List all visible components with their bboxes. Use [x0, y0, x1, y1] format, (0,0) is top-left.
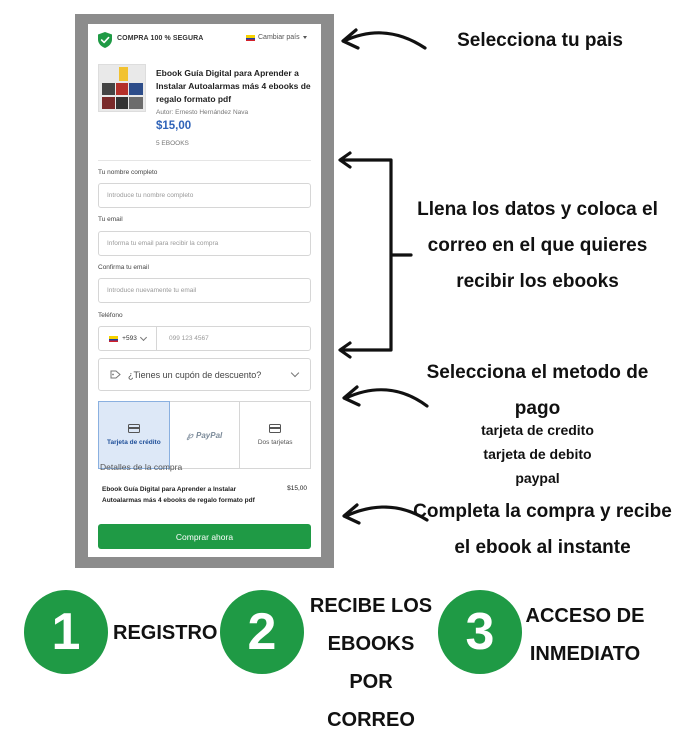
email-label: Tu email	[98, 216, 123, 223]
product-title: Ebook Guía Digital para Aprender a Instalar Autoalarmas más 4 ebooks de regalo formato pdf	[156, 68, 311, 104]
checkout-header	[88, 24, 321, 56]
name-label: Tu nombre completo	[98, 169, 158, 176]
product-quantity: 5 EBOOKS	[156, 140, 189, 147]
payment-methods	[98, 401, 311, 469]
change-country-button[interactable]	[246, 34, 307, 41]
annotation-payment-item: tarjeta de debito	[483, 446, 592, 462]
two-cards-icon	[269, 424, 281, 433]
summary-item-description: Ebook Guía Digital para Aprender a Instalar Autoalarmas más 4 ebooks de regalo formato pdf	[102, 486, 255, 504]
annotation-payment-options	[450, 418, 625, 490]
secure-purchase-label: COMPRA 100 % SEGURA	[117, 35, 204, 42]
payment-option-paypal[interactable]	[170, 401, 241, 469]
step-1-label: REGISTRO	[113, 622, 218, 644]
phone-label: Teléfono	[98, 312, 123, 319]
product-thumbnail	[98, 64, 146, 112]
payment-option-two-cards[interactable]	[240, 401, 311, 469]
paypal-icon: ℘ PayPal	[186, 429, 223, 440]
confirm-email-label: Confirma tu email	[98, 264, 149, 271]
payment-option-credit-card[interactable]	[98, 401, 170, 469]
product-price: $15,00	[156, 120, 192, 132]
summary-item-price: $15,00	[287, 485, 307, 492]
annotation-payment-item: paypal	[515, 470, 560, 486]
coupon-label: ¿Tienes un cupón de descuento?	[128, 370, 262, 380]
tag-icon	[110, 370, 121, 379]
divider	[98, 160, 311, 161]
step-2-badge: 2	[220, 590, 304, 674]
name-input[interactable]	[99, 184, 310, 207]
country-code-value: +593	[122, 335, 137, 342]
email-field-box	[98, 231, 311, 256]
confirm-email-input[interactable]	[99, 279, 310, 302]
annotation-select-country: Selecciona tu pais	[457, 30, 623, 51]
flag-icon	[109, 336, 118, 342]
phone-field-box	[98, 326, 311, 351]
step-3-badge: 3	[438, 590, 522, 674]
step-2-label: RECIBE LOS EBOOKS POR CORREO	[309, 595, 433, 731]
email-input[interactable]	[99, 232, 310, 255]
change-country-label: Cambiar país	[258, 34, 300, 41]
payment-option-label: Tarjeta de crédito	[106, 439, 161, 446]
confirm-email-field-box	[98, 278, 311, 303]
annotation-fill-data: Llena los datos y coloca el correo en el que quieres recibir los ebooks	[417, 199, 658, 292]
step-3-label: ACCESO DE INMEDIATO	[525, 605, 645, 665]
purchase-details-title: Detalles de la compra	[100, 462, 183, 472]
credit-card-icon	[128, 424, 140, 433]
step-1-badge: 1	[24, 590, 108, 674]
payment-option-label: PayPal	[196, 430, 223, 440]
caret-down-icon	[303, 36, 307, 39]
shield-check-icon	[98, 32, 112, 48]
chevron-down-icon	[291, 369, 299, 377]
buy-now-button[interactable]: Comprar ahora	[98, 524, 311, 549]
chevron-down-icon	[140, 333, 147, 340]
bracket-icon	[342, 160, 411, 350]
annotation-complete-purchase: Completa la compra y recibe el ebook al instante	[413, 501, 672, 558]
phone-input[interactable]	[161, 327, 311, 350]
annotation-payment-item: tarjeta de credito	[481, 422, 594, 438]
arrow-left-icon	[346, 390, 427, 406]
arrow-left-icon	[344, 33, 425, 48]
coupon-toggle[interactable]	[98, 358, 311, 391]
name-field-box	[98, 183, 311, 208]
flag-icon	[246, 35, 255, 41]
annotation-payment-method: Selecciona el metodo de pago	[426, 362, 649, 419]
product-summary	[98, 64, 313, 156]
country-code-select[interactable]	[99, 327, 157, 350]
product-author: Autor: Ernesto Hernández Nava	[156, 109, 249, 116]
checkout-screen	[88, 24, 321, 557]
payment-option-label: Dos tarjetas	[257, 439, 293, 446]
